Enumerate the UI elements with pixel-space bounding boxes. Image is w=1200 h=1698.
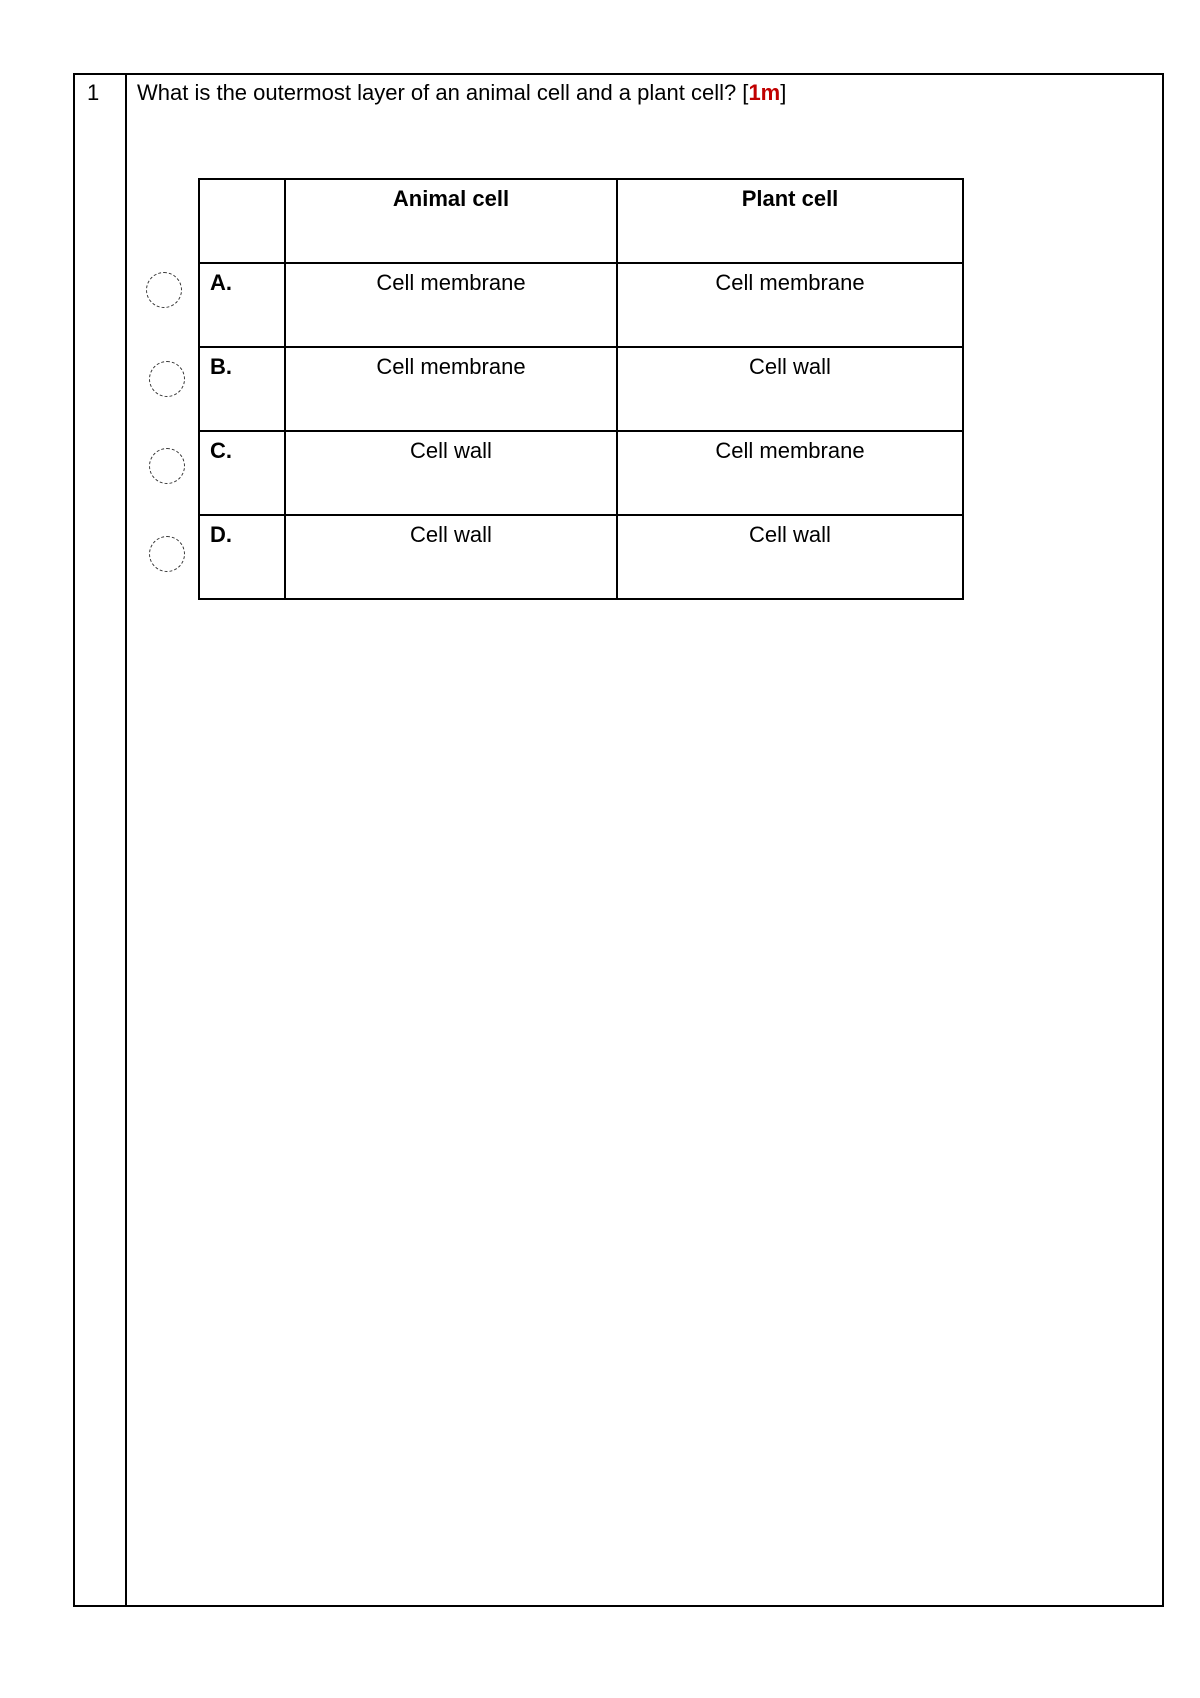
option-a-animal: Cell membrane: [285, 263, 617, 347]
option-d-animal: Cell wall: [285, 515, 617, 599]
mark-value: 1m: [748, 80, 781, 105]
table-header-row: [199, 179, 963, 263]
question-number: 1: [87, 80, 100, 105]
option-d-radio[interactable]: [149, 536, 185, 572]
header-animal-cell: Animal cell: [285, 179, 617, 263]
options-table: [198, 178, 964, 600]
option-c-radio[interactable]: [149, 448, 185, 484]
table-row-option-d: [199, 515, 963, 599]
option-a-plant: Cell membrane: [617, 263, 963, 347]
table-row-option-a: [199, 263, 963, 347]
number-column-divider: [125, 73, 127, 1607]
option-d-plant: Cell wall: [617, 515, 963, 599]
header-plant-cell: Plant cell: [617, 179, 963, 263]
question-text: [137, 80, 786, 106]
option-d-letter: D.: [199, 515, 285, 599]
option-c-animal: Cell wall: [285, 431, 617, 515]
header-blank: [199, 179, 285, 263]
option-a-radio[interactable]: [146, 272, 182, 308]
option-b-plant: Cell wall: [617, 347, 963, 431]
table-row-option-b: [199, 347, 963, 431]
option-c-letter: C.: [199, 431, 285, 515]
option-b-letter: B.: [199, 347, 285, 431]
option-a-letter: A.: [199, 263, 285, 347]
question-bracket-close: ]: [780, 80, 787, 105]
option-c-plant: Cell membrane: [617, 431, 963, 515]
option-b-animal: Cell membrane: [285, 347, 617, 431]
question-prompt: What is the outermost layer of an animal cell and a plant cell? [: [137, 80, 749, 105]
option-b-radio[interactable]: [149, 361, 185, 397]
table-row-option-c: [199, 431, 963, 515]
